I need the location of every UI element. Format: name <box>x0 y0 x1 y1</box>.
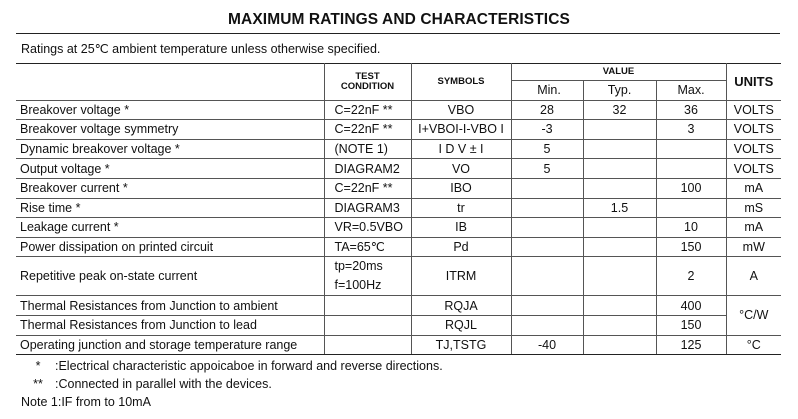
symbol-cell: RQJL <box>411 315 511 335</box>
table-row <box>16 335 781 355</box>
table-row <box>16 257 781 296</box>
symbol-cell: Pd <box>411 237 511 257</box>
condition-cell: TA=65℃ <box>324 237 411 257</box>
unit-cell: VOLTS <box>726 120 781 140</box>
header-min: Min. <box>511 81 583 101</box>
title-underline <box>16 33 780 34</box>
typ-cell: 32 <box>583 100 656 120</box>
footnote <box>21 393 443 411</box>
footnotes <box>21 357 443 411</box>
param-cell: Rise time * <box>16 198 324 218</box>
condition-cell <box>324 315 411 335</box>
unit-cell: mS <box>726 198 781 218</box>
footnote-lead: Note 1: <box>21 395 62 409</box>
symbol-cell: RQJA <box>411 296 511 316</box>
header-symbols: SYMBOLS <box>411 64 511 101</box>
typ-cell <box>583 335 656 355</box>
unit-cell: A <box>726 257 781 296</box>
condition-cell <box>324 257 411 296</box>
param-cell: Power dissipation on printed circuit <box>16 237 324 257</box>
unit-cell: mA <box>726 218 781 238</box>
param-cell: Leakage current * <box>16 218 324 238</box>
max-cell: 400 <box>656 296 726 316</box>
ratings-table <box>16 63 781 355</box>
max-cell: 125 <box>656 335 726 355</box>
max-cell: 36 <box>656 100 726 120</box>
param-cell: Repetitive peak on-state current <box>16 257 324 296</box>
table-row <box>16 100 781 120</box>
typ-cell <box>583 178 656 198</box>
min-cell <box>511 296 583 316</box>
subtitle: Ratings at 25℃ ambient temperature unless otherwise specified. <box>21 42 381 56</box>
condition-cell: C=22nF ** <box>324 100 411 120</box>
header-units: UNITS <box>726 64 781 101</box>
max-cell: 150 <box>656 315 726 335</box>
min-cell: 28 <box>511 100 583 120</box>
min-cell <box>511 178 583 198</box>
table-row <box>16 120 781 140</box>
symbol-cell: IB <box>411 218 511 238</box>
param-cell: Breakover voltage * <box>16 100 324 120</box>
condition-cell: C=22nF ** <box>324 178 411 198</box>
typ-cell <box>583 257 656 296</box>
min-cell: 5 <box>511 139 583 159</box>
unit-cell: VOLTS <box>726 139 781 159</box>
table-row <box>16 296 781 316</box>
unit-cell: VOLTS <box>726 100 781 120</box>
condition-cell <box>324 335 411 355</box>
footnote-text: :Electrical characteristic appoicaboe in forward and reverse directions. <box>55 359 443 373</box>
condition-cell: DIAGRAM3 <box>324 198 411 218</box>
unit-cell: °C/W <box>726 296 781 335</box>
footnote-mark: * <box>35 359 41 373</box>
typ-cell <box>583 218 656 238</box>
symbol-cell: IBO <box>411 178 511 198</box>
typ-cell <box>583 315 656 335</box>
min-cell <box>511 237 583 257</box>
unit-cell: VOLTS <box>726 159 781 179</box>
min-cell <box>511 257 583 296</box>
max-cell <box>656 198 726 218</box>
min-cell: -3 <box>511 120 583 140</box>
param-cell: Output voltage * <box>16 159 324 179</box>
param-cell: Thermal Resistances from Junction to lead <box>16 315 324 335</box>
header-parameter <box>16 64 324 101</box>
max-cell: 150 <box>656 237 726 257</box>
header-max: Max. <box>656 81 726 101</box>
typ-cell <box>583 296 656 316</box>
table-row <box>16 237 781 257</box>
header-test-line1: TEST <box>355 70 380 82</box>
typ-cell <box>583 139 656 159</box>
table-row <box>16 218 781 238</box>
typ-cell <box>583 237 656 257</box>
param-cell: Thermal Resistances from Junction to ambient <box>16 296 324 316</box>
condition-cell <box>324 296 411 316</box>
footnote-text: :Connected in parallel with the devices. <box>55 377 272 391</box>
symbol-cell: VO <box>411 159 511 179</box>
unit-cell: mW <box>726 237 781 257</box>
unit-cell: °C <box>726 335 781 355</box>
symbol-cell: VBO <box>411 100 511 120</box>
param-cell: Dynamic breakover voltage * <box>16 139 324 159</box>
typ-cell <box>583 120 656 140</box>
table-row <box>16 159 781 179</box>
header-test-line2: CONDITION <box>340 80 395 92</box>
header-test-condition <box>324 64 411 101</box>
table-row <box>16 198 781 218</box>
symbol-cell: ITRM <box>411 257 511 296</box>
footnote-mark: ** <box>33 377 43 391</box>
max-cell <box>656 139 726 159</box>
table-row <box>16 315 781 335</box>
max-cell: 3 <box>656 120 726 140</box>
condition-line: tp=20ms <box>334 259 383 274</box>
symbol-cell: I D V ± I <box>411 139 511 159</box>
typ-cell: 1.5 <box>583 198 656 218</box>
condition-cell: C=22nF ** <box>324 120 411 140</box>
footnote <box>21 375 443 393</box>
symbol-cell: I+VBOI-I-VBO I <box>411 120 511 140</box>
min-cell <box>511 315 583 335</box>
min-cell: 5 <box>511 159 583 179</box>
param-cell: Breakover voltage symmetry <box>16 120 324 140</box>
header-row <box>16 64 781 81</box>
min-cell <box>511 218 583 238</box>
condition-cell: VR=0.5VBO <box>324 218 411 238</box>
header-value: VALUE <box>511 64 726 81</box>
condition-line: f=100Hz <box>334 278 382 293</box>
symbol-cell: tr <box>411 198 511 218</box>
condition-cell: (NOTE 1) <box>324 139 411 159</box>
page-title: MAXIMUM RATINGS AND CHARACTERISTICS <box>228 11 570 28</box>
table-row <box>16 139 781 159</box>
symbol-cell: TJ,TSTG <box>411 335 511 355</box>
typ-cell <box>583 159 656 179</box>
param-cell: Breakover current * <box>16 178 324 198</box>
max-cell: 2 <box>656 257 726 296</box>
table-row <box>16 178 781 198</box>
footnote <box>21 357 443 375</box>
min-cell: -40 <box>511 335 583 355</box>
header-typ: Typ. <box>583 81 656 101</box>
max-cell: 10 <box>656 218 726 238</box>
max-cell: 100 <box>656 178 726 198</box>
condition-cell: DIAGRAM2 <box>324 159 411 179</box>
max-cell <box>656 159 726 179</box>
param-cell: Operating junction and storage temperature range <box>16 335 324 355</box>
min-cell <box>511 198 583 218</box>
unit-cell: mA <box>726 178 781 198</box>
footnote-text: IF from to 10mA <box>61 395 151 409</box>
